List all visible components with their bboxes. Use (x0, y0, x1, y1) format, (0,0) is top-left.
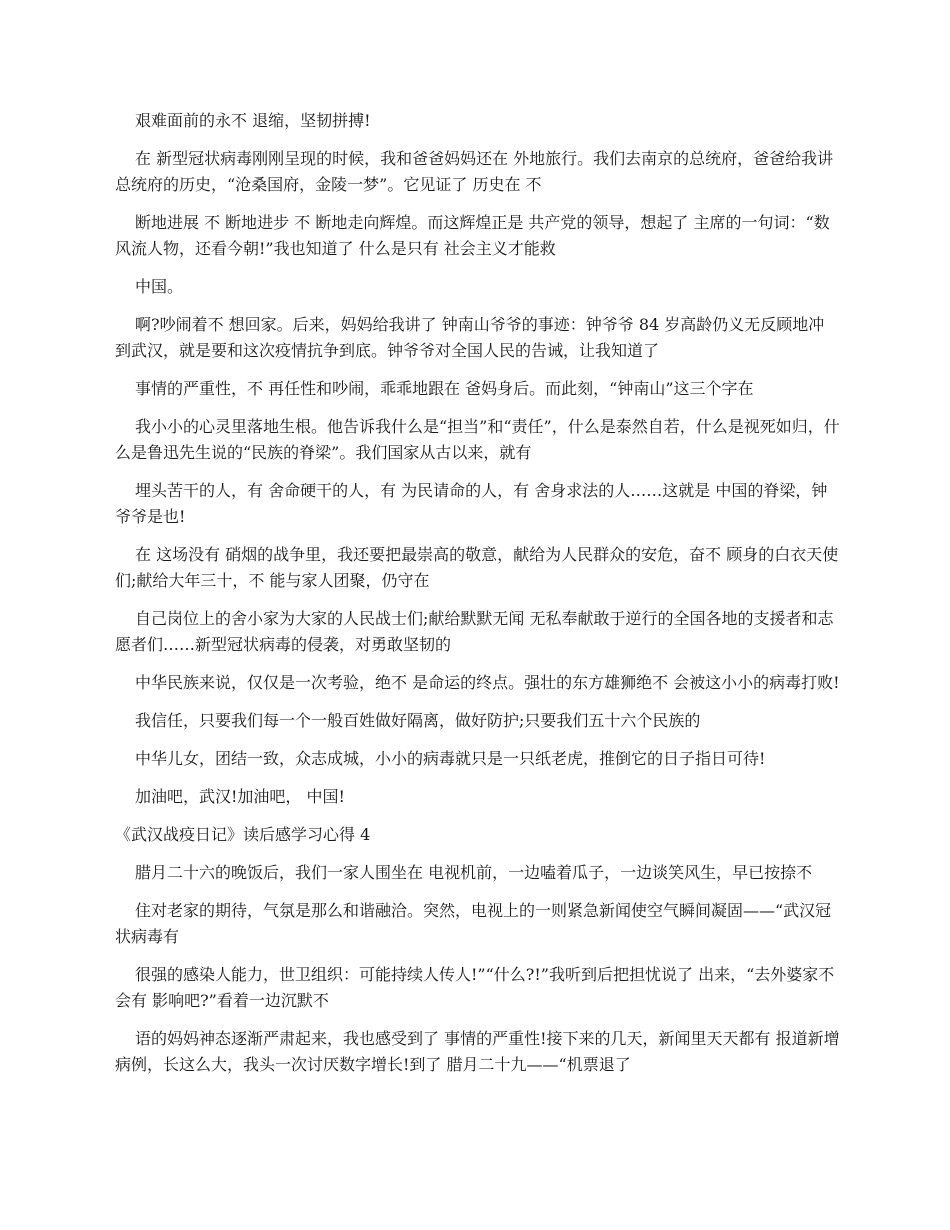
section-heading: 《武汉战疫日记》读后感学习心得 4 (115, 825, 371, 844)
paragraph: 中华儿女，团结一致，众志成城，小小的病毒就只是一只纸老虎，推倒它的日子指日可待! (135, 749, 766, 768)
paragraph: 埋头苦干的人，有 舍命硬干的人，有 为民请命的人，有 舍身求法的人……这就是 中国的脊梁，钟爷爷是也! (115, 481, 828, 526)
paragraph: 加油吧，武汉!加油吧， 中国! (135, 787, 345, 806)
paragraph: 中国。 (135, 277, 184, 296)
paragraph: 我小小的心灵里落地生根。他告诉我什么是“担当”和“责任”，什么是泰然自若，什么是视死如归，什么是鲁迅先生说的“民族的脊梁”。我们国家从古以来，就有 (115, 417, 840, 462)
paragraph: 在 新型冠状病毒刚刚呈现的时候，我和爸爸妈妈还在 外地旅行。我们去南京的总统府，爸爸给我讲总统府的历史，“沧桑国府，金陵一梦”。它见证了 历史在 不 (115, 149, 834, 194)
paragraph: 在 这场没有 硝烟的战争里，我还要把最崇高的敬意，献给为人民群众的安危，奋不 顾身的白衣天使们;献给大年三十，不 能与家人团聚，仍守在 (115, 545, 839, 590)
paragraph: 啊?吵闹着不 想回家。后来，妈妈给我讲了 钟南山爷爷的事迹：钟爷爷 84 岁高龄仍义无反顾地冲到武汉，就是要和这次疫情抗争到底。钟爷爷对全国人民的告诫，让我知道了 (115, 315, 825, 360)
paragraph: 我信任，只要我们每一个一般百姓做好隔离，做好防护;只要我们五十六个民族的 (135, 711, 701, 730)
paragraph: 事情的严重性，不 再任性和吵闹，乖乖地跟在 爸妈身后。而此刻，“钟南山”这三个字在 (135, 379, 754, 398)
paragraph: 艰难面前的永不 退缩，坚韧拼搏! (135, 111, 371, 130)
paragraph: 住对老家的期待，气氛是那么和谐融洽。突然，电视上的一则紧急新闻使空气瞬间凝固——“武汉冠状病毒有 (115, 901, 832, 946)
paragraph: 断地进展 不 断地进步 不 断地走向辉煌。而这辉煌正是 共产党的领导，想起了 主席的一句词：“数风流人物，还看今朝!”我也知道了 什么是只有 社会主义才能救 (115, 213, 830, 258)
paragraph: 语的妈妈神态逐渐严肃起来，我也感受到了 事情的严重性!接下来的几天，新闻里天天都有 报道新增病例，长这么大，我头一次讨厌数字增长!到了 腊月二十九——“机票退了 (115, 1029, 840, 1074)
paragraph: 很强的感染人能力，世卫组织：可能持续人传人!”“什么?!”我听到后把担忧说了 出来，“去外婆家不 会有 影响吧?”看着一边沉默不 (115, 965, 835, 1010)
paragraph: 自己岗位上的舍小家为大家的人民战士们;献给默默无闻 无私奉献敢于逆行的全国各地的支援者和志愿者们……新型冠状病毒的侵袭，对勇敢坚韧的 (115, 609, 834, 654)
paragraph: 中华民族来说，仅仅是一次考验，绝不 是命运的终点。强壮的东方雄狮绝不 会被这小小的病毒打败! (135, 673, 840, 692)
document-page (115, 108, 840, 1090)
paragraph: 腊月二十六的晚饭后，我们一家人围坐在 电视机前，一边嗑着瓜子，一边谈笑风生，早已按捺不 (135, 863, 813, 882)
